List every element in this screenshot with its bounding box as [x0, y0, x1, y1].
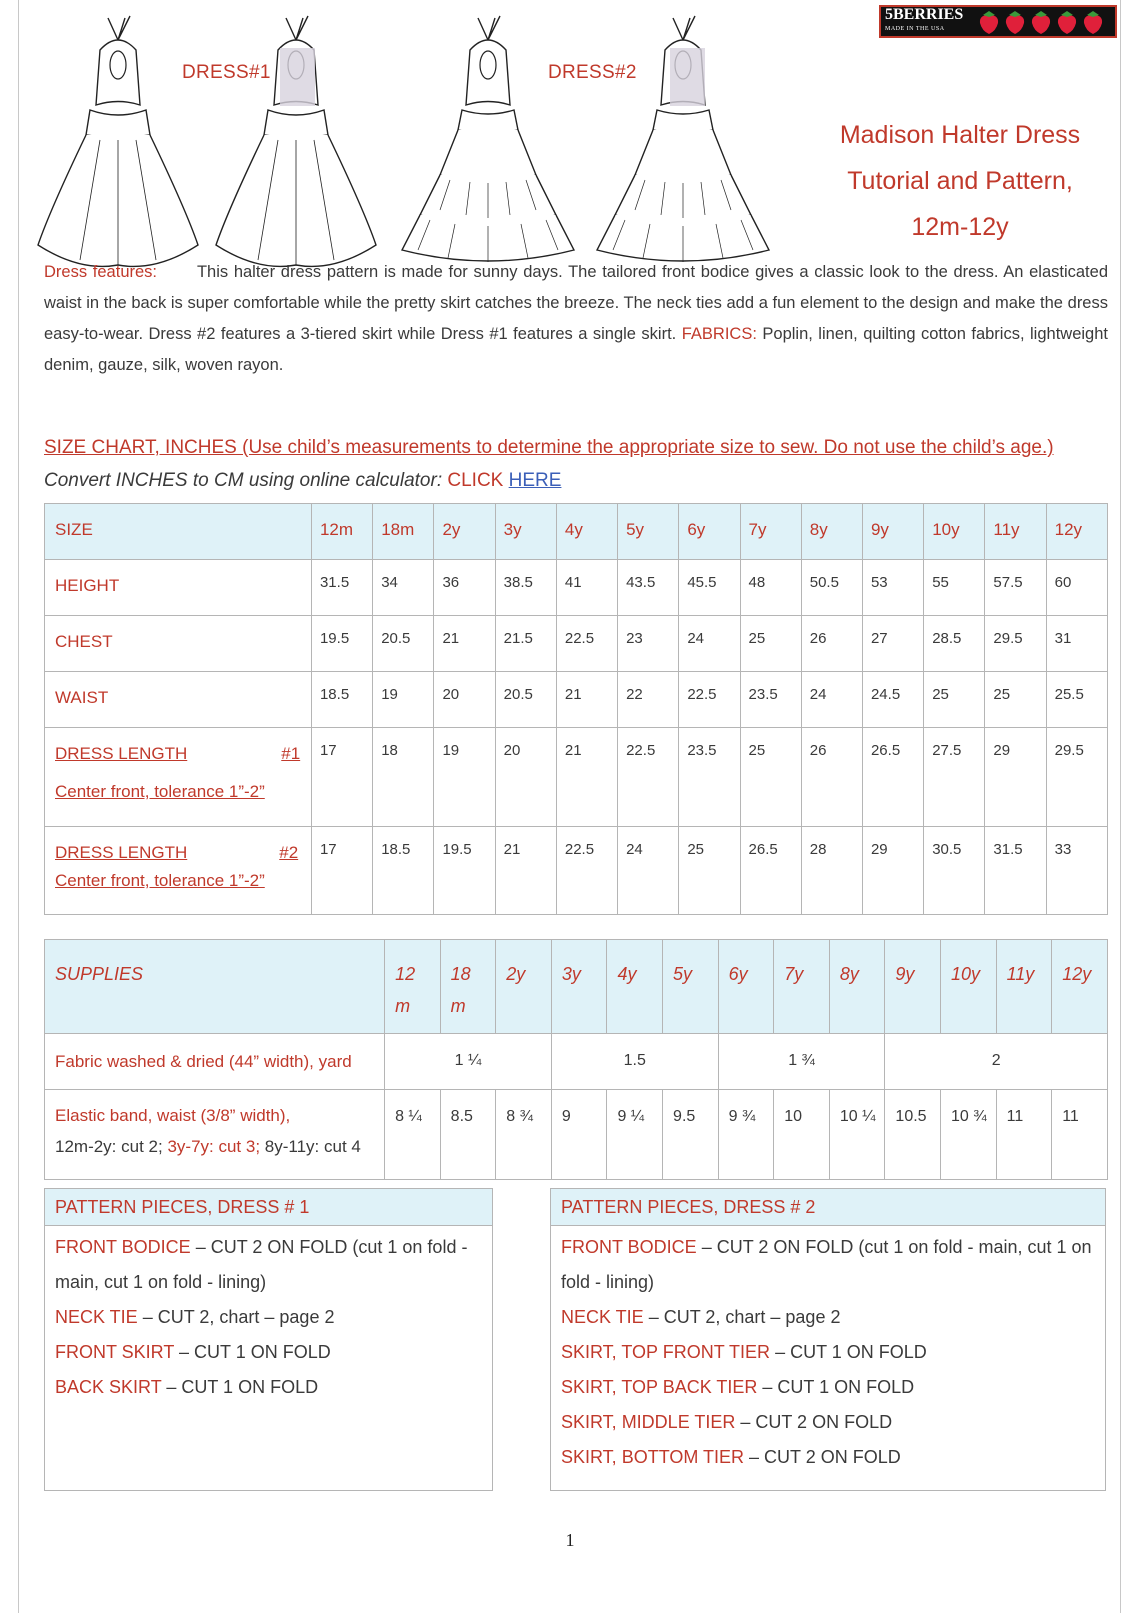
- table-cell: 24: [679, 616, 740, 672]
- table-cell: 8.5: [440, 1090, 496, 1180]
- size-cell: 5y: [618, 504, 679, 560]
- pattern1-list: [45, 1226, 492, 1405]
- table-cell: 19: [434, 728, 495, 827]
- table-cell: 55: [924, 560, 985, 616]
- row-label: HEIGHT: [45, 560, 312, 616]
- table-cell: 33: [1046, 827, 1107, 915]
- size-cell: 11y: [996, 940, 1052, 1034]
- title-line-1: Madison Halter Dress: [839, 121, 1081, 149]
- piece-instruction: – CUT 2 ON FOLD (cut 1 on fold - main, cut 1 on fold - lining): [55, 1237, 468, 1292]
- dress-illustrations: [30, 10, 800, 280]
- table-cell: 22.5: [618, 728, 679, 827]
- table-cell: 18: [373, 728, 434, 827]
- table-cell: 25: [740, 616, 801, 672]
- table-cell: 21: [556, 728, 617, 827]
- piece-instruction: – CUT 2 ON FOLD (cut 1 on fold - main, cut 1 on fold - lining): [561, 1237, 1092, 1292]
- supplies-label: SUPPLIES: [45, 940, 385, 1034]
- intro-paragraph: [44, 257, 1108, 381]
- table-cell: 17: [311, 827, 372, 915]
- brand-logo: [879, 5, 1117, 38]
- table-cell: 23: [618, 616, 679, 672]
- elastic-cut-a: 12m-2y: cut 2;: [55, 1137, 163, 1156]
- table-cell: 29: [862, 827, 923, 915]
- piece-instruction: – CUT 1 ON FOLD: [161, 1377, 319, 1397]
- dress1-length-row: [45, 728, 1108, 827]
- click-text: CLICK: [447, 470, 504, 491]
- elastic-label-cell: [45, 1090, 385, 1180]
- piece-name: FRONT SKIRT: [55, 1342, 175, 1362]
- list-item: [561, 1405, 1095, 1440]
- waist-row: [45, 672, 1108, 728]
- table-cell: 10 ¼: [829, 1090, 885, 1180]
- piece-name: FRONT BODICE: [55, 1237, 191, 1257]
- fabric-row: [45, 1034, 1108, 1090]
- table-cell: 29.5: [985, 616, 1046, 672]
- table-cell: 24: [801, 672, 862, 728]
- table-cell: 21.5: [495, 616, 556, 672]
- table-cell: 31.5: [985, 827, 1046, 915]
- piece-name: SKIRT, MIDDLE TIER: [561, 1412, 736, 1432]
- dress2-length-row: [45, 827, 1108, 915]
- table-cell: 23.5: [679, 728, 740, 827]
- supplies-table: [44, 939, 1108, 1180]
- size-label: SIZE: [45, 504, 312, 560]
- table-cell: 43.5: [618, 560, 679, 616]
- table-cell: 19.5: [434, 827, 495, 915]
- table-cell: 10: [774, 1090, 830, 1180]
- table-cell: 24.5: [862, 672, 923, 728]
- convert-text: Convert INCHES to CM using online calculator:: [44, 470, 443, 491]
- table-cell: 57.5: [985, 560, 1046, 616]
- pattern-pieces-dress2: [550, 1188, 1106, 1491]
- piece-instruction: – CUT 2, chart – page 2: [643, 1307, 841, 1327]
- fabric-group-cell: 1.5: [551, 1034, 718, 1090]
- size-chart-table: [44, 503, 1108, 915]
- size-part: 18: [450, 964, 471, 984]
- table-cell: 22.5: [679, 672, 740, 728]
- title-line-2: Tutorial and Pattern,: [847, 167, 1073, 195]
- piece-instruction: – CUT 2 ON FOLD: [744, 1447, 901, 1467]
- size-cell: 2y: [496, 940, 552, 1034]
- size-part: 12: [395, 964, 416, 984]
- list-item: [561, 1230, 1095, 1300]
- elastic-cut-b: 3y-7y: cut 3;: [167, 1137, 261, 1156]
- brand-tagline: MADE IN THE USA: [885, 25, 945, 32]
- piece-name: SKIRT, TOP BACK TIER: [561, 1377, 758, 1397]
- size-cell: 10y: [924, 504, 985, 560]
- list-item: [561, 1440, 1095, 1475]
- piece-instruction: – CUT 1 ON FOLD: [757, 1377, 915, 1397]
- table-cell: 25.5: [1046, 672, 1107, 728]
- table-cell: 23.5: [740, 672, 801, 728]
- convert-line: [44, 470, 561, 492]
- table-cell: 38.5: [495, 560, 556, 616]
- row-label: CHEST: [45, 616, 312, 672]
- table-cell: 11: [1052, 1090, 1108, 1180]
- size-cell: 7y: [774, 940, 830, 1034]
- size-cell: 4y: [607, 940, 663, 1034]
- size-cell: 3y: [495, 504, 556, 560]
- pattern-pieces-dress1: [44, 1188, 493, 1491]
- piece-name: SKIRT, BOTTOM TIER: [561, 1447, 745, 1467]
- size-cell: 9y: [885, 940, 941, 1034]
- row-label: [45, 827, 312, 915]
- table-cell: 31.5: [311, 560, 372, 616]
- table-cell: 9 ¾: [718, 1090, 774, 1180]
- table-cell: 31: [1046, 616, 1107, 672]
- table-cell: 24: [618, 827, 679, 915]
- table-cell: 21: [495, 827, 556, 915]
- table-cell: 22: [618, 672, 679, 728]
- table-cell: 9: [551, 1090, 607, 1180]
- list-item: [55, 1300, 482, 1335]
- strawberry-icon: [1081, 9, 1105, 35]
- table-cell: 36: [434, 560, 495, 616]
- table-cell: 9.5: [663, 1090, 719, 1180]
- table-cell: 19.5: [311, 616, 372, 672]
- table-cell: 26: [801, 616, 862, 672]
- fabric-group-cell: 1 ¾: [718, 1034, 885, 1090]
- table-cell: 25: [924, 672, 985, 728]
- piece-instruction: – CUT 1 ON FOLD: [770, 1342, 927, 1362]
- pattern2-list: [551, 1226, 1105, 1475]
- fabric-group-cell: 1 ¼: [385, 1034, 552, 1090]
- dress1-length-label: DRESS LENGTH: [55, 744, 188, 763]
- list-item: [55, 1370, 482, 1405]
- chest-row: [45, 616, 1108, 672]
- table-cell: 25: [679, 827, 740, 915]
- supplies-header-row: [45, 940, 1108, 1034]
- strawberry-icon: [977, 9, 1001, 35]
- piece-name: SKIRT, TOP FRONT TIER: [561, 1342, 771, 1362]
- table-cell: 30.5: [924, 827, 985, 915]
- dress2-label: DRESS#2: [548, 62, 637, 83]
- list-item: [55, 1230, 482, 1300]
- here-link[interactable]: HERE: [508, 470, 562, 491]
- piece-instruction: – CUT 2 ON FOLD: [735, 1412, 893, 1432]
- table-cell: 18.5: [373, 827, 434, 915]
- elastic-label: Elastic band, waist (3/8” width),: [55, 1106, 291, 1125]
- size-header-row: [45, 504, 1108, 560]
- piece-name: NECK TIE: [55, 1307, 138, 1327]
- table-cell: 29.5: [1046, 728, 1107, 827]
- dress1-label: DRESS#1: [182, 62, 271, 83]
- pattern1-heading: PATTERN PIECES, DRESS # 1: [45, 1189, 492, 1226]
- table-cell: 20.5: [495, 672, 556, 728]
- row-label: [45, 728, 312, 827]
- page-title: [800, 112, 1120, 250]
- size-cell: 8y: [801, 504, 862, 560]
- size-part: m: [395, 996, 411, 1016]
- strawberry-icon: [1055, 9, 1079, 35]
- list-item: [561, 1300, 1095, 1335]
- fabrics-label: FABRICS:: [681, 325, 757, 343]
- table-cell: 25: [740, 728, 801, 827]
- dress1-num: #1: [281, 744, 301, 763]
- table-cell: 21: [434, 616, 495, 672]
- size-cell: 8y: [829, 940, 885, 1034]
- size-chart-heading: SIZE CHART, INCHES (Use child’s measurements to determine the appropriate size to sew. Do not use the child’s age.): [44, 437, 1054, 458]
- size-cell: 3y: [551, 940, 607, 1034]
- size-cell: [440, 940, 496, 1034]
- table-cell: 29: [985, 728, 1046, 827]
- size-cell: 12y: [1046, 504, 1107, 560]
- size-part: m: [450, 996, 466, 1016]
- table-cell: 48: [740, 560, 801, 616]
- dress1-length-sub: Center front, tolerance 1”-2”: [55, 782, 265, 801]
- table-cell: 20.5: [373, 616, 434, 672]
- size-cell: 6y: [718, 940, 774, 1034]
- size-cell: 18m: [373, 504, 434, 560]
- table-cell: 26.5: [740, 827, 801, 915]
- intro-text: This halter dress pattern is made for sunny days. The tailored front bodice gives a classic look to the dress. An elasticated waist in the back is super comfortable while the pretty skirt catches the breeze. The neck ties add a fun element to the design and make the dress easy-to-wear. Dress #2 features a 3-tiered skirt while Dress #1 features a single skirt.: [44, 263, 1108, 343]
- size-cell: 11y: [985, 504, 1046, 560]
- page-border-right: [1120, 0, 1121, 1613]
- fabric-label: Fabric washed & dried (44” width), yard: [45, 1034, 385, 1090]
- table-cell: 45.5: [679, 560, 740, 616]
- size-cell: 12y: [1052, 940, 1108, 1034]
- strawberry-icon: [1003, 9, 1027, 35]
- size-cell: 9y: [862, 504, 923, 560]
- table-cell: 22.5: [556, 616, 617, 672]
- size-cell: 4y: [556, 504, 617, 560]
- table-cell: 17: [311, 728, 372, 827]
- pattern2-heading: PATTERN PIECES, DRESS # 2: [551, 1189, 1105, 1226]
- table-cell: 28: [801, 827, 862, 915]
- size-cell: 6y: [679, 504, 740, 560]
- table-cell: 21: [556, 672, 617, 728]
- strawberry-icons: [977, 9, 1105, 35]
- table-cell: 20: [434, 672, 495, 728]
- table-cell: 50.5: [801, 560, 862, 616]
- elastic-cut-c: 8y-11y: cut 4: [264, 1137, 361, 1156]
- table-cell: 25: [985, 672, 1046, 728]
- table-cell: 26: [801, 728, 862, 827]
- features-label: Dress features:: [44, 263, 157, 281]
- table-cell: 34: [373, 560, 434, 616]
- title-line-3: 12m-12y: [911, 213, 1009, 241]
- table-cell: 27.5: [924, 728, 985, 827]
- table-cell: 19: [373, 672, 434, 728]
- table-cell: 10 ¾: [941, 1090, 997, 1180]
- size-cell: 2y: [434, 504, 495, 560]
- piece-instruction: – CUT 2, chart – page 2: [137, 1307, 335, 1327]
- fabric-group-cell: 2: [885, 1034, 1108, 1090]
- elastic-row: [45, 1090, 1108, 1180]
- dress2-length-sub: Center front, tolerance 1”-2”: [55, 871, 265, 890]
- size-cell: [385, 940, 441, 1034]
- table-cell: 11: [996, 1090, 1052, 1180]
- table-cell: 8 ¼: [385, 1090, 441, 1180]
- table-cell: 41: [556, 560, 617, 616]
- table-cell: 27: [862, 616, 923, 672]
- size-cell: 5y: [663, 940, 719, 1034]
- dress2-length-label: DRESS LENGTH: [55, 843, 188, 862]
- table-cell: 9 ¼: [607, 1090, 663, 1180]
- table-cell: 26.5: [862, 728, 923, 827]
- table-cell: 18.5: [311, 672, 372, 728]
- piece-name: NECK TIE: [561, 1307, 644, 1327]
- list-item: [561, 1370, 1095, 1405]
- size-cell: 10y: [941, 940, 997, 1034]
- fabrics-text: Poplin, linen, quilting cotton fabrics, lightweight denim, gauze, silk, woven rayon.: [44, 325, 1108, 374]
- row-label: WAIST: [45, 672, 312, 728]
- size-cell: 7y: [740, 504, 801, 560]
- brand-name: 5BERRIES: [885, 5, 964, 23]
- table-cell: 28.5: [924, 616, 985, 672]
- piece-name: BACK SKIRT: [55, 1377, 162, 1397]
- table-cell: 10.5: [885, 1090, 941, 1180]
- piece-instruction: – CUT 1 ON FOLD: [174, 1342, 331, 1362]
- piece-name: FRONT BODICE: [561, 1237, 697, 1257]
- height-row: [45, 560, 1108, 616]
- list-item: [55, 1335, 482, 1370]
- table-cell: 22.5: [556, 827, 617, 915]
- table-cell: 53: [862, 560, 923, 616]
- size-cell: 12m: [311, 504, 372, 560]
- page-number: 1: [565, 1530, 575, 1550]
- dress2-num: #2: [279, 843, 299, 862]
- table-cell: 60: [1046, 560, 1107, 616]
- page-border-left: [18, 0, 19, 1613]
- list-item: [561, 1335, 1095, 1370]
- strawberry-icon: [1029, 9, 1053, 35]
- table-cell: 8 ¾: [496, 1090, 552, 1180]
- table-cell: 20: [495, 728, 556, 827]
